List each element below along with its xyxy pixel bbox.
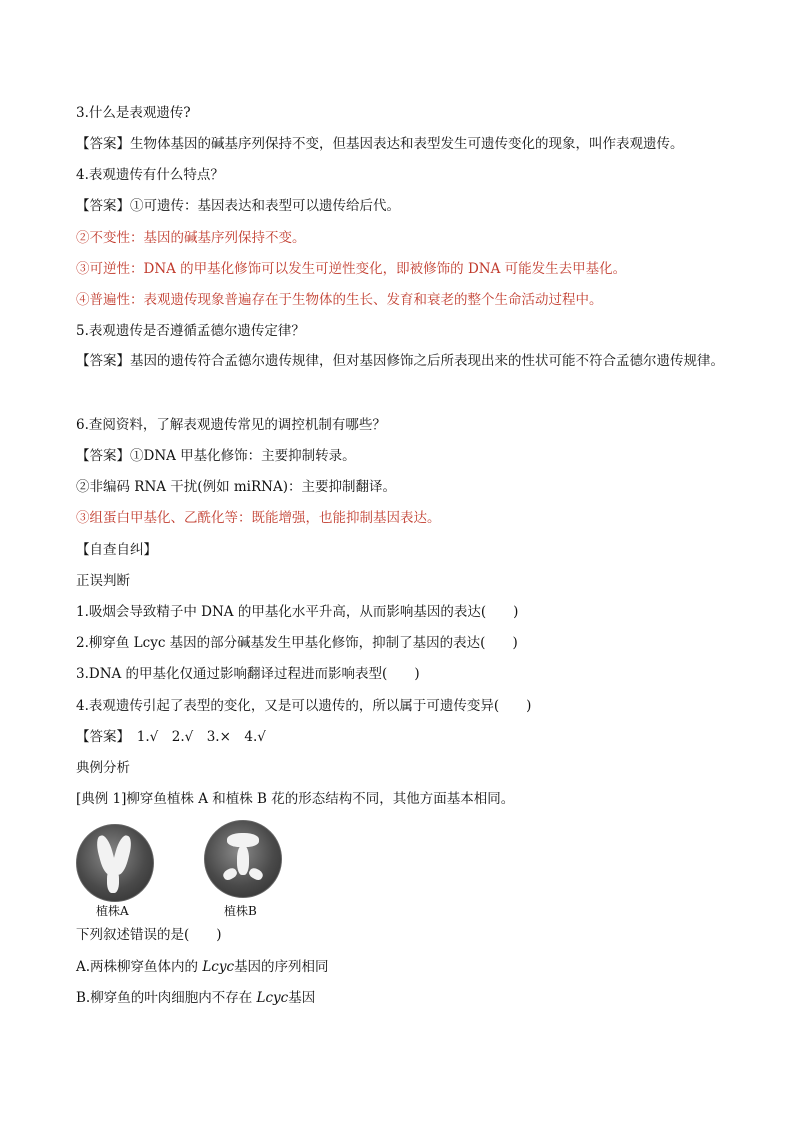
gene-name: Lcyc xyxy=(202,959,235,975)
option-a: A.两株柳穿鱼体内的 Lcyc基因的序列相同 xyxy=(76,959,329,975)
self-check-subheading: 正误判断 xyxy=(76,573,130,589)
answer-text: 生物体基因的碱基序列保持不变，但基因表达和表型发生可遗传变化的现象，叫作表观遗传。 xyxy=(130,136,684,152)
answer-item: ①DNA 甲基化修饰：主要抑制转录。 xyxy=(130,448,356,464)
q3-title: 3.什么是表观遗传? xyxy=(76,105,191,121)
judge-answer xyxy=(76,727,266,747)
judge-item-3: 3.DNA 的甲基化仅通过影响翻译过程进而影响表型( ) xyxy=(76,666,420,682)
a4-item4: ④普遍性：表观遗传现象普遍存在于生物体的生长、发育和衰老的整个生命活动过程中。 xyxy=(76,292,603,308)
answer-tag: 【答案】 xyxy=(76,198,130,214)
caption-a: 植株A xyxy=(96,904,129,918)
judge-item-2: 2.柳穿鱼 Lcyc 基因的部分碱基发生甲基化修饰，抑制了基因的表达( ) xyxy=(76,635,518,651)
q5-title: 5.表观遗传是否遵循孟德尔遗传定律？ xyxy=(76,323,305,339)
answer-text: 1.√ 2.√ 3.× 4.√ xyxy=(123,729,266,745)
answer-item: ①可遗传：基因表达和表型可以遗传给后代。 xyxy=(130,198,400,214)
flower-b-image xyxy=(204,820,282,898)
option-b: B.柳穿鱼的叶肉细胞内不存在 Lcyc基因 xyxy=(76,990,316,1006)
flower-a-image xyxy=(76,824,154,902)
q4-title: 4.表观遗传有什么特点？ xyxy=(76,167,224,183)
a4-line1 xyxy=(76,196,400,216)
answer-tag: 【答案】 xyxy=(76,448,130,464)
caption-b: 植株B xyxy=(224,904,257,918)
a4-item2: ②不变性：基因的碱基序列保持不变。 xyxy=(76,230,306,246)
a6-item3: ③组蛋白甲基化、乙酰化等：既能增强，也能抑制基因表达。 xyxy=(76,510,441,526)
gene-name: Lcyc xyxy=(256,990,289,1006)
example-heading: 典例分析 xyxy=(76,760,130,776)
a6-item2: ②非编码 RNA 干扰(例如 miRNA)：主要抑制翻译。 xyxy=(76,479,396,495)
example-stem: [典例 1]柳穿鱼植株 A 和植株 B 花的形态结构不同，其他方面基本相同。 xyxy=(76,791,515,807)
answer-tag: 【答案】 xyxy=(76,136,130,152)
a3-line xyxy=(76,134,684,154)
judge-item-1: 1.吸烟会导致精子中 DNA 的甲基化水平升高，从而影响基因的表达( ) xyxy=(76,604,519,620)
answer-text: 基因的遗传符合孟德尔遗传规律，但对基因修饰之后所表现出来的性状可能不符合孟德尔遗传规律。 xyxy=(130,353,724,369)
example-question: 下列叙述错误的是( ) xyxy=(76,927,222,943)
answer-tag: 【答案】 xyxy=(76,353,130,369)
q6-title: 6.查阅资料，了解表观遗传常见的调控机制有哪些？ xyxy=(76,417,386,433)
flower-figure xyxy=(74,820,294,920)
self-check-heading: 【自查自纠】 xyxy=(76,542,157,558)
judge-item-4: 4.表观遗传引起了表型的变化，又是可以遗传的，所以属于可遗传变异( ) xyxy=(76,698,532,714)
a5-block xyxy=(76,346,726,377)
a4-item3: ③可逆性：DNA 的甲基化修饰可以发生可逆性变化，即被修饰的 DNA 可能发生去甲基化。 xyxy=(76,261,627,277)
a6-line1 xyxy=(76,446,356,466)
answer-tag: 【答案】 xyxy=(76,729,124,745)
